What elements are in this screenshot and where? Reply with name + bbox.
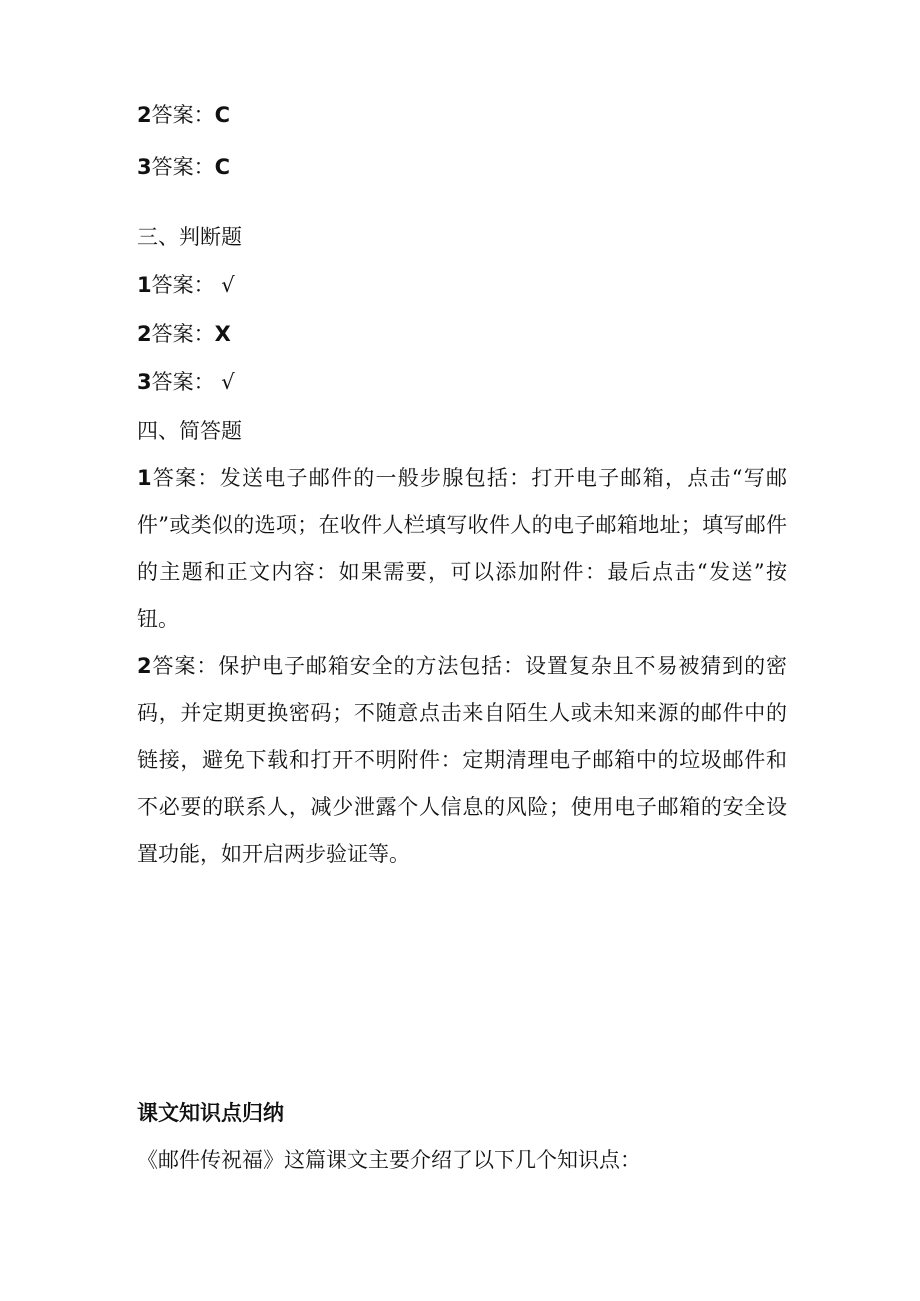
summary-heading: 课文知识点归纳	[137, 1101, 284, 1125]
choice-answer-2	[137, 100, 230, 130]
answer-value: C	[214, 155, 231, 179]
answer-value: X	[214, 322, 231, 346]
answer-number: 1	[137, 273, 152, 297]
answer-label: 答案：	[151, 654, 219, 678]
answer-number: 3	[137, 370, 152, 394]
answer-text: 保护电子邮箱安全的方法包括：设置复杂且不易被猜到的密码，并定期更换密码；不随意点击来自陌生人或未知来源的邮件中的链接，避免下载和打开不明附件：定期清理电子邮箱中的垃圾邮件和不必要的联系人，减少泄露个人信息的风险；使用电子邮箱的安全设置功能，如开启两步验证等。	[137, 654, 788, 866]
answer-value: √	[214, 370, 235, 394]
answer-label: 答案：	[151, 155, 215, 179]
answer-label: 答案：	[151, 466, 220, 490]
choice-answer-3	[137, 152, 230, 182]
answer-text: 发送电子邮件的一般步腺包括：打开电子邮箱，点击“写邮件”或类似的选项；在收件人栏填写收件人的电子邮箱地址；填写邮件的主题和正文内容：如果需要，可以添加附件：最后点击“发送”按钮。	[137, 466, 788, 631]
answer-label: 答案：	[151, 273, 215, 297]
summary-intro: 《邮件传祝福》这篇课文主要介绍了以下几个知识点：	[137, 1148, 641, 1172]
judgement-answer-1	[137, 270, 235, 300]
answer-number: 1	[137, 466, 152, 490]
answer-value: C	[214, 103, 231, 127]
short-answer-1	[137, 455, 787, 643]
answer-number: 2	[137, 103, 152, 127]
judgement-answer-2	[137, 319, 231, 349]
section-heading-short-answer: 四、简答题	[137, 419, 242, 443]
answer-number: 2	[137, 322, 152, 346]
answer-number: 2	[137, 654, 152, 678]
answer-value: √	[214, 273, 235, 297]
short-answer-2	[137, 643, 787, 878]
answer-label: 答案：	[151, 103, 215, 127]
section-heading-judgement: 三、判断题	[137, 225, 242, 249]
answer-label: 答案：	[151, 322, 215, 346]
answer-label: 答案：	[151, 370, 215, 394]
judgement-answer-3	[137, 367, 235, 397]
answer-number: 3	[137, 155, 152, 179]
